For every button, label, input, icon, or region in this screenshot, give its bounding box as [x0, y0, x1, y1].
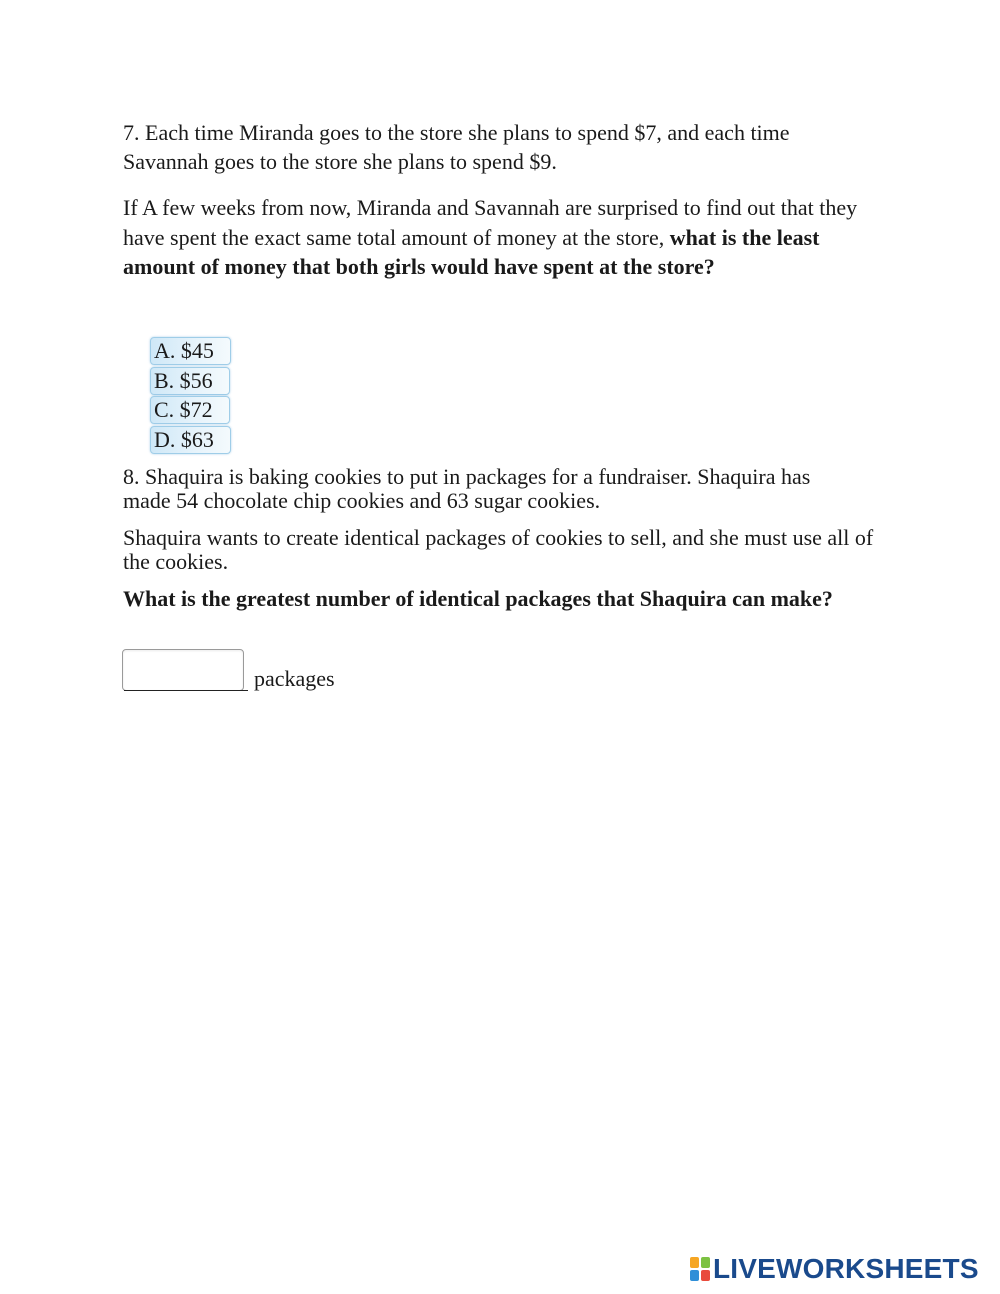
liveworksheets-logo: [690, 1254, 979, 1284]
logo-tile-4: [701, 1270, 710, 1281]
packages-answer-input[interactable]: [122, 649, 244, 691]
question-7-prompt: [123, 193, 883, 282]
question-7-text-line-2: Savannah goes to the store she plans to spend $9.: [123, 149, 557, 174]
choice-c-button[interactable]: C. $72: [150, 396, 230, 424]
logo-tile-2: [701, 1257, 710, 1268]
choice-b-button[interactable]: B. $56: [150, 367, 230, 395]
question-8-text-line-1: 8. Shaquira is baking cookies to put in packages for a fundraiser. Shaquira has: [123, 464, 811, 489]
liveworksheets-logo-icon: [690, 1257, 710, 1281]
logo-tile-1: [690, 1257, 699, 1268]
choice-d-button[interactable]: D. $63: [150, 426, 231, 454]
choice-a-button[interactable]: A. $45: [150, 337, 231, 365]
logo-tile-3: [690, 1270, 699, 1281]
packages-unit-label: packages: [254, 666, 335, 691]
logo-text: LIVEWORKSHEETS: [713, 1253, 979, 1284]
question-7-prompt-text: If A few weeks from now, Miranda and Savannah are surprised to find out that they have spent the exact same total amount of money at the store,: [123, 195, 858, 250]
question-7-text-line-1: 7. Each time Miranda goes to the store she plans to spend $7, and each time: [123, 120, 790, 145]
question-8-text-line-2: made 54 chocolate chip cookies and 63 sugar cookies.: [123, 488, 601, 513]
question-8-prompt: What is the greatest number of identical packages that Shaquira can make?: [123, 586, 833, 611]
question-7-prompt-bold: what is the least amount of money that both girls would have spent at the store?: [123, 224, 820, 279]
question-8-condition: Shaquira wants to create identical packages of cookies to sell, and she must use all of the cookies.: [123, 525, 874, 574]
answer-underline: [124, 690, 248, 691]
